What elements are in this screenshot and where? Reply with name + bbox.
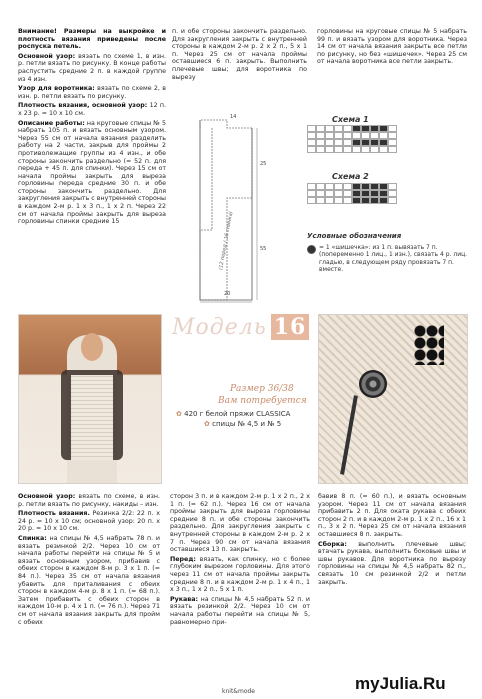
dim-20: 20: [224, 291, 231, 297]
schema-cell: [307, 139, 316, 146]
chain: [340, 395, 358, 474]
watermark-brand: myJulia.Ru: [355, 674, 446, 693]
schema-cell: [370, 125, 379, 132]
schema-cell: [316, 139, 325, 146]
schema-cell: [325, 125, 334, 132]
warning-note: Внимание! Размеры на выкройке и плотность вязания приведены после роспуска петель.: [18, 28, 166, 51]
legend-title: Условные обозначения: [307, 232, 402, 240]
schema-cell: [343, 132, 352, 139]
schema-cell: [316, 190, 325, 197]
dim-55: 55: [260, 246, 267, 252]
model-number: 16: [271, 314, 310, 340]
schema-cell: [379, 139, 388, 146]
needles-star-icon: ✿: [204, 420, 210, 428]
schema2-title: Схема 2: [332, 172, 369, 181]
page-footer-label: knit&mode: [222, 688, 255, 695]
legend-item: [307, 244, 472, 274]
schema-cell: [316, 183, 325, 190]
schema-cell: [379, 190, 388, 197]
paragraph-front: Перед: вязать, как спинку, но с более глубоким вырезом горловины. Для этого через 11 см от начала проймы закрыть средние 8 п. и в каждом 2-м р. 1 х 4 п., 1 х 3 п., 1 х 2 п., 5 х 1 п.: [170, 555, 310, 594]
schema-cell: [370, 190, 379, 197]
paragraph-sleeves: Рукава: на спицы № 4,5 набрать 52 п. и вязать резинкой 2/2. Через 10 см от начала работы перейти на спицы № 5, равномерно при-: [170, 595, 310, 626]
schema-cell: [361, 139, 370, 146]
schema-cell: [334, 125, 343, 132]
schema-cell: [352, 146, 361, 153]
schema-cell: [343, 146, 352, 153]
schema-cell: [352, 197, 361, 204]
model-title: [172, 314, 312, 348]
paragraph-back-continued: сторон 3 п. и в каждом 2-м р. 1 х 2 п., 2 х 1 п. (= 62 п.). Через 16 см от начала проймы закрыть для выреза горловины средние 8 п. и обе стороны закончить раздельно. Для закругления закрыть с внутренней стороны в каждом 2-м р. 2 х 7 п. Через 90 см от начала вязания оставшиеся 13 п. закрыть.: [170, 493, 310, 554]
schema-cell: [352, 183, 361, 190]
schema-cell: [388, 197, 397, 204]
schema-cell: [343, 125, 352, 132]
schema-cell: [379, 125, 388, 132]
schema-cell: [388, 139, 397, 146]
schema-cell: [325, 132, 334, 139]
text-column-top-left: [18, 28, 166, 228]
text-column-bottom-left: [18, 493, 160, 628]
schema-cell: [316, 197, 325, 204]
schema-cell: [388, 183, 397, 190]
beads: [414, 325, 444, 365]
schema-cell: [388, 125, 397, 132]
schema-cell: [325, 139, 334, 146]
paragraph-collar-pattern: Узор для воротника: вязать по схеме 2, в изн. р. петли вязать по рисунку.: [18, 85, 167, 100]
schema-cell: [334, 146, 343, 153]
model-word: Модель: [172, 315, 267, 340]
schema1-title: Схема 1: [332, 115, 369, 124]
schema-cell: [379, 197, 388, 204]
dim-vertical-label: (12 перед / 16 спинка): [218, 210, 235, 271]
legend-item-text: = 1 «шишечка»: из 1 п. вывязать 7 п. (попеременно 1 лиц., 1 изн.), связать 4 р. лиц. гладью, в следующем ряду провязать 7 п. вместе.: [319, 243, 468, 273]
vest-knit: [71, 375, 113, 460]
paragraph-description: Описание работы: на круговые спицы № 5 набрать 105 п. и вязать основным узором. Через 55 см от начала вязания разделить работу на 2 части, закрыв для проймы 2 противолежащие группы из 4 изн., и обе стороны закончить раздельно (= 52 п. для переда + 45 п. для спинки). Через 15 см от начала проймы закрыть для выреза горловины переда средние 30 п. и обе стороны закончить раздельно. Для закругления закрыть с внутренней стороны в каждом 2-м р. 1 х 3 п., 1 х 2 п. Через 22 см от начала проймы закрыть для выреза горловины спинки средние 15: [18, 119, 167, 226]
paragraph-main-pattern: Основной узор: вязать по схеме 1, в изн. р. петли вязать по рисунку. В конце работы распустить средние 2 п. в каждой группе из 4 изн.: [18, 52, 166, 83]
schema-cell: [325, 146, 334, 153]
schema-cell: [316, 125, 325, 132]
schema-cell: [361, 132, 370, 139]
dim-25: 25: [260, 161, 267, 167]
schema-cell: [334, 183, 343, 190]
schema-cell: [370, 146, 379, 153]
paragraph-bottom-gauge: Плотность вязания. Резинка 2/2: 22 п. х 24 р. = 10 х 10 см; основной узор: 20 п. х 20 р. = 10 х 10 см.: [18, 510, 160, 533]
needles-line: [204, 420, 281, 428]
text-column-bottom-middle: [170, 493, 310, 628]
bobble-symbol-icon: [307, 245, 316, 254]
schema-cell: [343, 190, 352, 197]
schema-cell: [343, 139, 352, 146]
schema-cell: [370, 183, 379, 190]
schema-cell: [352, 190, 361, 197]
schema1-grid: [307, 125, 397, 153]
schema-cell: [388, 190, 397, 197]
schema-cell: [307, 190, 316, 197]
schema-cell: [325, 190, 334, 197]
schema-cell: [325, 183, 334, 190]
model-photo-woman: [18, 314, 162, 484]
model-needs: Вам потребуется: [218, 396, 307, 406]
schema-cell: [370, 139, 379, 146]
paragraph-bottom-main-pattern: Основной узор: вязать по схеме, в изн. р. петли вязать по рисунку, накиды – изн.: [18, 493, 160, 508]
schema-cell: [388, 132, 397, 139]
schema-cell: [361, 183, 370, 190]
model-head: [81, 333, 103, 361]
model-size: Размер 36/38: [230, 384, 294, 394]
schema-cell: [334, 190, 343, 197]
paragraph-assembly: Сборка: выполнить плечевые швы; втачать рукава, выполнить боковые швы и швы рукавов. Для воротника по вырезу горловины на спицы № 4,5 набрать 82 п., связать 10 см резинкой 2/2 и петли закрыть.: [318, 540, 466, 586]
schema-cell: [352, 125, 361, 132]
schema-cell: [352, 139, 361, 146]
yarn-line: [176, 410, 290, 418]
text-column-top-middle: [172, 28, 307, 83]
schema2-grid: [307, 183, 397, 204]
schema-cell: [361, 125, 370, 132]
schema-cell: [361, 197, 370, 204]
schema-cell: [307, 197, 316, 204]
brooch: [359, 370, 387, 398]
schema-cell: [361, 146, 370, 153]
schema-cell: [343, 197, 352, 204]
schema-cell: [316, 132, 325, 139]
dim-14: 14: [230, 114, 237, 120]
schema-cell: [307, 132, 316, 139]
text-column-bottom-right: [318, 493, 466, 588]
yarn-text: 420 г белой пряжи CLASSICA: [184, 410, 291, 418]
schema-cell: [316, 146, 325, 153]
schema-cell: [334, 197, 343, 204]
schema-cell: [334, 139, 343, 146]
text-column-top-right: [317, 28, 467, 68]
schema-cell: [388, 146, 397, 153]
schema-cell: [325, 197, 334, 204]
paragraph-continued: п. и обе стороны закончить раздельно. Для закругления закрыть с внутренней стороны в каждом 2-м р. 2 х 2 п., 5 х 1 п. Через 25 см от начала проймы оставшиеся 6 п. закрыть. Выполнить плечевые швы; для воротника по вырезу: [172, 28, 307, 81]
paragraph-collar: горловины на круговые спицы № 5 набрать 99 п. и вязать узором для воротника. Через 14 см от начала вязания закрыть все петли по рисунку, но без «шишечек». Через 25 см от начала воротника все петли закрыть.: [317, 28, 467, 66]
schema-cell: [352, 132, 361, 139]
schema-cell: [307, 183, 316, 190]
schema-cell: [379, 183, 388, 190]
detail-photo-knit: [318, 314, 468, 484]
paragraph-sleeves-continued: бавив 8 п. (= 60 п.), и вязать основным узором. Через 11 см от начала вязания прибавить 2 п. Для оката рукава с обеих сторон 2 п. и в каждом 2-м р. 1 х 2 п., 16 х 1 п., 3 х 2 п. Через 25 см от начала вязания оставшиеся 8 п. закрыть.: [318, 493, 466, 538]
schema-cell: [334, 132, 343, 139]
needles-text: спицы № 4,5 и № 5: [212, 420, 282, 428]
schema-cell: [361, 190, 370, 197]
schema-cell: [370, 197, 379, 204]
paragraph-gauge: Плотность вязания, основной узор: 12 п. х 23 р. = 10 х 10 см.: [18, 102, 166, 117]
schema-cell: [379, 146, 388, 153]
pattern-diagram: [172, 110, 312, 305]
schema-cell: [343, 183, 352, 190]
yarn-star-icon: ✿: [176, 410, 182, 418]
schema-cell: [379, 132, 388, 139]
schema-cell: [307, 125, 316, 132]
schema-cell: [370, 132, 379, 139]
schema-cell: [307, 146, 316, 153]
paragraph-back: Спинка: на спицы № 4,5 набрать 78 п. и вязать резинкой 2/2. Через 10 см от начала работы перейти на спицы № 5 и вязать основным узором, прибавив с обеих сторон в каждом 8-м р. 3 х 1 п. (= 84 п.). Через 35 см от начала вязания убавить для приталивания с обеих сторон в каждом 4-м р. 8 х 1 п. (= 68 п.). Затем прибавить с обеих сторон в каждом 10-м р. 4 х 1 п. (= 76 п.). Через 71 см от начала вязания закрыть для пройм с обеих: [18, 534, 160, 626]
legend: [307, 233, 472, 274]
